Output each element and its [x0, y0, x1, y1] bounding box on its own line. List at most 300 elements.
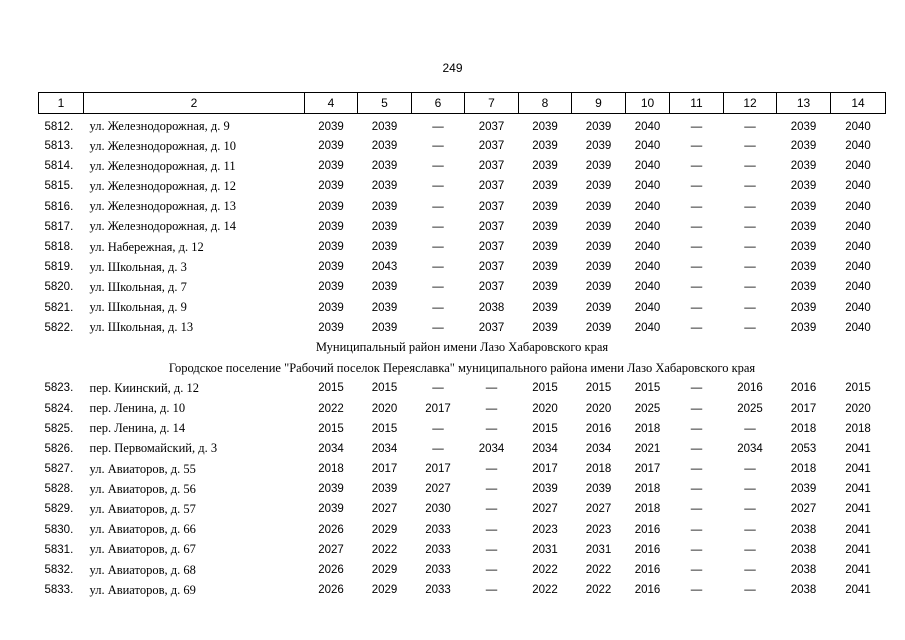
- year-cell: 2040: [845, 220, 871, 233]
- row-number: 5827.: [44, 463, 74, 476]
- year-cell: —: [744, 483, 756, 496]
- table-row: [39, 580, 886, 600]
- year-cell: 2041: [845, 584, 871, 597]
- year-cell: 2015: [585, 382, 612, 395]
- year-cell: 2039: [532, 241, 558, 254]
- year-cell: —: [690, 483, 703, 496]
- year-cell: —: [485, 483, 498, 496]
- address-cell: ул. Школьная, д. 7: [89, 279, 187, 294]
- year-cell: 2037: [478, 160, 505, 173]
- year-cell: —: [432, 422, 444, 435]
- year-cell: 2039: [371, 220, 398, 233]
- year-cell: 2040: [634, 140, 661, 153]
- year-cell: 2026: [318, 564, 344, 577]
- address-cell: ул. Железнодорожная, д. 14: [89, 219, 237, 234]
- year-cell: 2039: [532, 180, 558, 193]
- address-cell: ул. Железнодорожная, д. 10: [89, 138, 237, 153]
- year-cell: —: [690, 523, 703, 536]
- year-cell: —: [432, 261, 444, 274]
- year-cell: 2039: [318, 140, 344, 153]
- year-cell: —: [690, 200, 703, 213]
- table-row: [39, 298, 886, 318]
- row-number: 5828.: [44, 483, 74, 496]
- year-cell: 2039: [790, 483, 817, 496]
- year-cell: —: [744, 261, 756, 274]
- year-cell: 2039: [532, 120, 558, 133]
- column-header: 6: [412, 93, 465, 114]
- year-cell: 2040: [845, 160, 871, 173]
- year-cell: 2039: [790, 241, 817, 254]
- address-cell: ул. Авиаторов, д. 55: [89, 461, 196, 476]
- year-cell: 2039: [532, 220, 558, 233]
- year-cell: —: [485, 422, 498, 435]
- year-cell: 2039: [532, 200, 558, 213]
- row-number: 5816.: [44, 200, 74, 213]
- year-cell: 2038: [790, 564, 817, 577]
- address-cell: ул. Школьная, д. 13: [89, 320, 194, 335]
- year-cell: 2039: [790, 281, 817, 294]
- year-cell: 2041: [845, 503, 871, 516]
- row-number: 5831.: [44, 543, 74, 556]
- year-cell: —: [690, 543, 703, 556]
- year-cell: —: [432, 160, 444, 173]
- year-cell: 2039: [532, 483, 558, 496]
- year-cell: 2040: [634, 220, 661, 233]
- year-cell: 2022: [585, 564, 612, 577]
- year-cell: 2041: [845, 442, 871, 455]
- table-row: [39, 439, 886, 459]
- row-number: 5832.: [44, 564, 74, 577]
- year-cell: —: [432, 180, 444, 193]
- row-number: 5818.: [44, 241, 74, 254]
- year-cell: —: [690, 261, 703, 274]
- year-cell: 2039: [585, 220, 612, 233]
- table-row: [39, 520, 886, 540]
- address-cell: ул. Школьная, д. 9: [89, 300, 187, 315]
- year-cell: 2027: [318, 543, 344, 556]
- year-cell: 2037: [478, 241, 505, 254]
- year-cell: —: [690, 321, 703, 334]
- year-cell: 2016: [634, 584, 661, 597]
- year-cell: 2039: [318, 261, 344, 274]
- year-cell: 2040: [634, 160, 661, 173]
- year-cell: 2040: [634, 200, 661, 213]
- year-cell: 2037: [478, 321, 505, 334]
- address-cell: пер. Первомайский, д. 3: [89, 441, 218, 456]
- year-cell: 2022: [532, 564, 558, 577]
- year-cell: 2034: [585, 442, 612, 455]
- year-cell: 2015: [371, 382, 398, 395]
- year-cell: 2038: [790, 584, 817, 597]
- address-cell: ул. Железнодорожная, д. 9: [89, 119, 230, 133]
- year-cell: —: [432, 321, 444, 334]
- year-cell: 2039: [371, 160, 398, 173]
- row-number: 5825.: [44, 422, 74, 435]
- year-cell: 2029: [371, 523, 398, 536]
- year-cell: —: [432, 281, 444, 294]
- year-cell: —: [744, 200, 756, 213]
- table-row: [39, 197, 886, 217]
- year-cell: —: [744, 321, 756, 334]
- year-cell: 2039: [532, 301, 558, 314]
- year-cell: 2017: [425, 402, 451, 415]
- year-cell: —: [690, 503, 703, 516]
- year-cell: 2040: [634, 281, 661, 294]
- year-cell: 2018: [634, 483, 661, 496]
- year-cell: 2041: [845, 564, 871, 577]
- year-cell: 2018: [634, 422, 661, 435]
- year-cell: 2039: [371, 281, 398, 294]
- table-row: [39, 277, 886, 297]
- year-cell: 2039: [318, 281, 344, 294]
- year-cell: 2016: [634, 564, 661, 577]
- year-cell: 2021: [634, 442, 661, 455]
- column-header: 11: [670, 93, 724, 114]
- year-cell: 2040: [634, 261, 661, 274]
- year-cell: 2031: [585, 543, 612, 556]
- year-cell: 2027: [371, 503, 398, 516]
- year-cell: —: [744, 220, 756, 233]
- table-row: [39, 318, 886, 338]
- year-cell: 2038: [478, 301, 505, 314]
- year-cell: 2039: [585, 483, 612, 496]
- row-number: 5826.: [44, 442, 74, 455]
- year-cell: —: [744, 584, 756, 597]
- year-cell: 2039: [585, 180, 612, 193]
- year-cell: 2031: [532, 543, 558, 556]
- year-cell: 2040: [634, 241, 661, 254]
- year-cell: —: [744, 422, 756, 435]
- row-number: 5817.: [44, 220, 74, 233]
- year-cell: 2023: [532, 523, 558, 536]
- year-cell: 2040: [845, 120, 871, 133]
- year-cell: —: [690, 281, 703, 294]
- year-cell: 2037: [478, 200, 505, 213]
- year-cell: 2015: [318, 422, 344, 435]
- year-cell: —: [690, 140, 703, 153]
- year-cell: —: [744, 120, 756, 133]
- year-cell: —: [432, 120, 444, 133]
- year-cell: —: [485, 463, 498, 476]
- year-cell: —: [744, 523, 756, 536]
- year-cell: 2039: [585, 120, 612, 133]
- year-cell: 2027: [425, 483, 451, 496]
- year-cell: 2039: [790, 220, 817, 233]
- year-cell: 2040: [845, 281, 871, 294]
- year-cell: 2041: [845, 543, 871, 556]
- year-cell: 2039: [790, 301, 817, 314]
- year-cell: 2040: [845, 321, 871, 334]
- year-cell: 2018: [790, 463, 817, 476]
- row-number: 5830.: [44, 523, 74, 536]
- year-cell: 2053: [790, 442, 817, 455]
- table-row: [39, 540, 886, 560]
- column-header: 13: [777, 93, 831, 114]
- address-cell: пер. Ленина, д. 14: [89, 421, 186, 436]
- year-cell: —: [432, 220, 444, 233]
- year-cell: 2017: [790, 402, 817, 415]
- year-cell: —: [690, 241, 703, 254]
- year-cell: 2039: [790, 140, 817, 153]
- year-cell: 2039: [371, 180, 398, 193]
- year-cell: 2040: [845, 301, 871, 314]
- row-number: 5820.: [44, 281, 74, 294]
- year-cell: —: [485, 523, 498, 536]
- year-cell: 2020: [585, 402, 612, 415]
- year-cell: 2037: [478, 261, 505, 274]
- year-cell: 2033: [425, 584, 451, 597]
- row-number: 5812.: [44, 120, 74, 133]
- year-cell: —: [690, 120, 703, 133]
- column-header: 9: [572, 93, 626, 114]
- year-cell: 2039: [790, 321, 817, 334]
- year-cell: 2015: [532, 382, 558, 395]
- year-cell: 2041: [845, 463, 871, 476]
- year-cell: 2016: [634, 543, 661, 556]
- column-header: 14: [831, 93, 886, 114]
- year-cell: 2017: [532, 463, 558, 476]
- year-cell: 2039: [585, 321, 612, 334]
- year-cell: —: [744, 301, 756, 314]
- year-cell: 2039: [318, 160, 344, 173]
- row-number: 5822.: [44, 321, 74, 334]
- year-cell: 2039: [790, 120, 817, 133]
- year-cell: —: [485, 402, 498, 415]
- year-cell: —: [432, 442, 444, 455]
- year-cell: 2034: [532, 442, 558, 455]
- year-cell: 2037: [478, 140, 505, 153]
- year-cell: 2020: [845, 402, 871, 415]
- year-cell: —: [432, 200, 444, 213]
- column-header: 10: [626, 93, 670, 114]
- address-cell: ул. Авиаторов, д. 56: [89, 481, 196, 496]
- year-cell: 2039: [585, 160, 612, 173]
- year-cell: 2039: [532, 261, 558, 274]
- year-cell: 2015: [634, 382, 661, 395]
- year-cell: 2034: [318, 442, 344, 455]
- year-cell: 2040: [634, 120, 661, 133]
- address-cell: ул. Авиаторов, д. 68: [89, 562, 196, 577]
- year-cell: 2027: [585, 503, 612, 516]
- year-cell: —: [432, 241, 444, 254]
- schedule-table: [38, 92, 886, 600]
- row-number: 5814.: [44, 160, 74, 173]
- year-cell: —: [432, 382, 444, 395]
- year-cell: 2022: [371, 543, 398, 556]
- year-cell: 2043: [371, 261, 398, 274]
- row-number: 5824.: [44, 402, 74, 415]
- year-cell: 2034: [478, 442, 505, 455]
- year-cell: 2020: [532, 402, 558, 415]
- year-cell: 2017: [425, 463, 451, 476]
- year-cell: 2016: [585, 422, 612, 435]
- year-cell: 2016: [790, 382, 817, 395]
- table-row: [39, 237, 886, 257]
- year-cell: —: [744, 564, 756, 577]
- column-header: 1: [39, 93, 84, 114]
- year-cell: 2039: [585, 261, 612, 274]
- year-cell: 2018: [845, 422, 871, 435]
- year-cell: 2038: [790, 523, 817, 536]
- year-cell: 2015: [318, 382, 344, 395]
- year-cell: —: [744, 180, 756, 193]
- year-cell: —: [485, 382, 498, 395]
- year-cell: 2039: [318, 200, 344, 213]
- year-cell: 2039: [371, 241, 398, 254]
- year-cell: 2033: [425, 543, 451, 556]
- column-header: 5: [358, 93, 412, 114]
- year-cell: —: [690, 382, 703, 395]
- table-row: [39, 398, 886, 418]
- year-cell: 2037: [478, 120, 505, 133]
- year-cell: 2018: [634, 503, 661, 516]
- year-cell: 2039: [585, 200, 612, 213]
- year-cell: 2018: [318, 463, 344, 476]
- year-cell: —: [690, 402, 703, 415]
- address-cell: ул. Авиаторов, д. 67: [89, 542, 196, 557]
- year-cell: 2029: [371, 584, 398, 597]
- year-cell: 2039: [371, 140, 398, 153]
- row-number: 5833.: [44, 584, 74, 597]
- address-cell: ул. Набережная, д. 12: [89, 239, 204, 254]
- year-cell: 2039: [371, 321, 398, 334]
- column-header: 4: [305, 93, 358, 114]
- year-cell: —: [485, 564, 498, 577]
- year-cell: 2030: [425, 503, 451, 516]
- year-cell: 2039: [585, 241, 612, 254]
- year-cell: 2039: [532, 160, 558, 173]
- year-cell: 2026: [318, 523, 344, 536]
- row-number: 5819.: [44, 261, 74, 274]
- table-header-row: [39, 93, 886, 114]
- column-header: 2: [84, 93, 305, 114]
- year-cell: 2040: [634, 301, 661, 314]
- year-cell: —: [744, 503, 756, 516]
- year-cell: 2039: [371, 483, 398, 496]
- column-header: 7: [465, 93, 519, 114]
- page-number: 249: [442, 61, 463, 75]
- year-cell: —: [744, 140, 756, 153]
- year-cell: 2018: [585, 463, 612, 476]
- year-cell: 2017: [371, 463, 398, 476]
- year-cell: 2025: [737, 402, 763, 415]
- year-cell: —: [744, 463, 756, 476]
- year-cell: —: [690, 584, 703, 597]
- year-cell: 2015: [532, 422, 558, 435]
- table-row: [39, 257, 886, 277]
- year-cell: 2040: [634, 180, 661, 193]
- year-cell: —: [744, 281, 756, 294]
- year-cell: 2022: [532, 584, 558, 597]
- table-row: [39, 560, 886, 580]
- year-cell: 2039: [790, 160, 817, 173]
- year-cell: —: [690, 564, 703, 577]
- year-cell: —: [485, 503, 498, 516]
- year-cell: 2039: [318, 301, 344, 314]
- year-cell: 2039: [318, 120, 344, 133]
- address-cell: ул. Авиаторов, д. 66: [89, 522, 196, 537]
- year-cell: 2018: [790, 422, 817, 435]
- table-row: [39, 114, 886, 137]
- year-cell: 2039: [318, 241, 344, 254]
- year-cell: —: [485, 543, 498, 556]
- address-cell: пер. Киинский, д. 12: [89, 380, 200, 395]
- year-cell: 2039: [790, 261, 817, 274]
- year-cell: 2039: [585, 301, 612, 314]
- year-cell: 2034: [737, 442, 763, 455]
- year-cell: —: [690, 422, 703, 435]
- column-header: 12: [724, 93, 777, 114]
- table-row: [39, 499, 886, 519]
- year-cell: 2039: [585, 281, 612, 294]
- year-cell: 2037: [478, 281, 505, 294]
- year-cell: 2039: [318, 220, 344, 233]
- year-cell: 2023: [585, 523, 612, 536]
- year-cell: —: [690, 220, 703, 233]
- year-cell: —: [744, 160, 756, 173]
- year-cell: 2027: [532, 503, 558, 516]
- address-cell: ул. Авиаторов, д. 69: [89, 582, 196, 597]
- year-cell: —: [690, 160, 703, 173]
- year-cell: 2040: [845, 261, 871, 274]
- year-cell: 2016: [634, 523, 661, 536]
- year-cell: 2039: [532, 281, 558, 294]
- address-cell: ул. Школьная, д. 3: [89, 259, 187, 274]
- table-row: [39, 136, 886, 156]
- year-cell: —: [432, 301, 444, 314]
- year-cell: 2022: [318, 402, 344, 415]
- table-row: [39, 217, 886, 237]
- year-cell: 2026: [318, 584, 344, 597]
- year-cell: 2020: [371, 402, 398, 415]
- year-cell: 2027: [790, 503, 817, 516]
- year-cell: 2039: [532, 321, 558, 334]
- year-cell: 2033: [425, 523, 451, 536]
- year-cell: —: [690, 301, 703, 314]
- year-cell: 2029: [371, 564, 398, 577]
- year-cell: 2040: [845, 241, 871, 254]
- table-row: [39, 378, 886, 398]
- row-number: 5815.: [44, 180, 74, 193]
- year-cell: 2041: [845, 483, 871, 496]
- year-cell: 2041: [845, 523, 871, 536]
- year-cell: 2015: [845, 382, 871, 395]
- column-header: 8: [519, 93, 572, 114]
- address-cell: ул. Железнодорожная, д. 11: [89, 158, 236, 173]
- row-number: 5821.: [44, 301, 74, 314]
- row-number: 5813.: [44, 140, 74, 153]
- year-cell: 2016: [737, 382, 763, 395]
- year-cell: 2039: [318, 483, 344, 496]
- year-cell: 2039: [790, 180, 817, 193]
- year-cell: 2039: [318, 503, 344, 516]
- table-body: [39, 114, 886, 601]
- year-cell: 2039: [371, 301, 398, 314]
- year-cell: —: [690, 180, 703, 193]
- year-cell: 2039: [790, 200, 817, 213]
- section-heading-row: [39, 358, 886, 378]
- address-cell: ул. Железнодорожная, д. 13: [89, 199, 237, 214]
- year-cell: 2015: [371, 422, 398, 435]
- year-cell: —: [485, 584, 498, 597]
- year-cell: 2039: [371, 120, 398, 133]
- table-row: [39, 459, 886, 479]
- year-cell: 2040: [845, 180, 871, 193]
- section-heading-row: [39, 338, 886, 358]
- year-cell: 2038: [790, 543, 817, 556]
- year-cell: 2034: [371, 442, 398, 455]
- year-cell: 2040: [845, 140, 871, 153]
